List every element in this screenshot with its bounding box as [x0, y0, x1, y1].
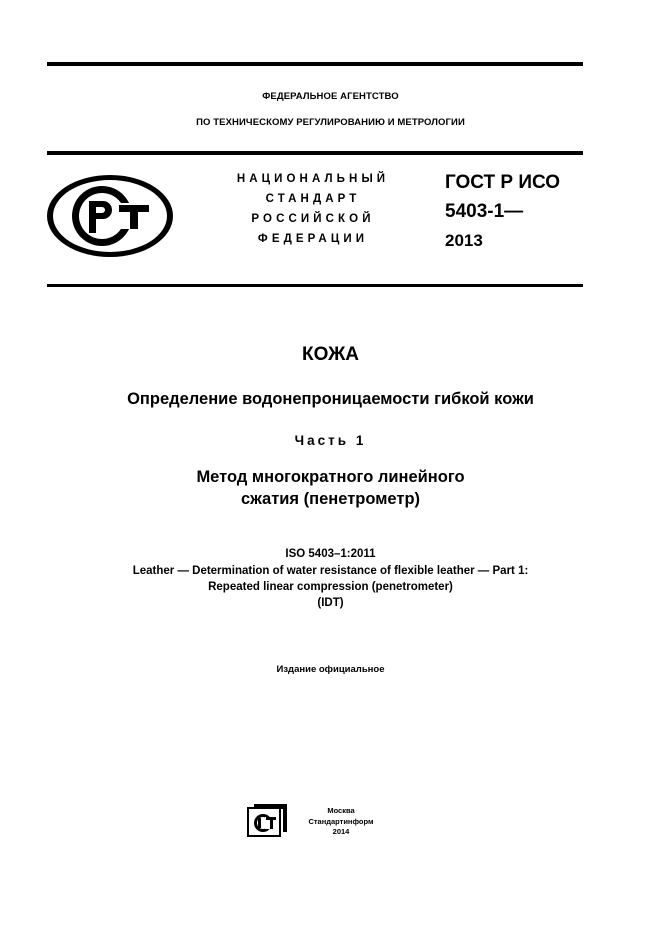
- publisher-info: [296, 806, 386, 838]
- publisher-year: 2014: [332, 827, 350, 836]
- standard-rule: [47, 284, 583, 287]
- national-line: НАЦИОНАЛЬНЫЙ: [236, 173, 390, 185]
- method-line-2: сжатия (пенетрометр): [240, 490, 421, 508]
- document-title: КОЖА: [301, 344, 360, 365]
- national-line: ФЕДЕРАЦИИ: [257, 233, 369, 245]
- standard-code-line: ГОСТ Р ИСО: [445, 172, 561, 193]
- standard-code-line: 2013: [445, 231, 483, 250]
- rst-certification-logo-icon: [45, 173, 175, 259]
- document-part: Часть 1: [294, 433, 367, 448]
- standard-code: [445, 168, 560, 255]
- iso-idt: (IDT): [317, 597, 344, 609]
- standartinform-logo-icon: [246, 803, 288, 838]
- iso-code: ISO 5403–1:2011: [285, 548, 376, 560]
- standard-code-line: 5403-1—: [445, 201, 524, 222]
- agency-line-2: ПО ТЕХНИЧЕСКОМУ РЕГУЛИРОВАНИЮ И МЕТРОЛОГИИ: [196, 117, 465, 128]
- national-line: РОССИЙСКОЙ: [251, 213, 375, 225]
- agency-line-1: ФЕДЕРАЛЬНОЕ АГЕНТСТВО: [262, 91, 399, 102]
- publisher-name: Стандартинформ: [308, 816, 374, 826]
- iso-title-line-2: Repeated linear compression (penetrometer): [208, 581, 453, 593]
- national-standard-label: [218, 169, 408, 249]
- document-subtitle: Определение водонепроницаемости гибкой кожи: [127, 390, 534, 408]
- method-line-1: Метод многократного линейного: [196, 468, 465, 486]
- national-line: СТАНДАРТ: [265, 193, 361, 205]
- edition-label: Издание официальное: [276, 664, 385, 675]
- top-rule: [47, 62, 583, 66]
- iso-title-line-1: Leather — Determination of water resistance of flexible leather — Part 1:: [132, 565, 529, 577]
- header-rule: [47, 151, 583, 155]
- publisher-city: Москва: [327, 806, 355, 815]
